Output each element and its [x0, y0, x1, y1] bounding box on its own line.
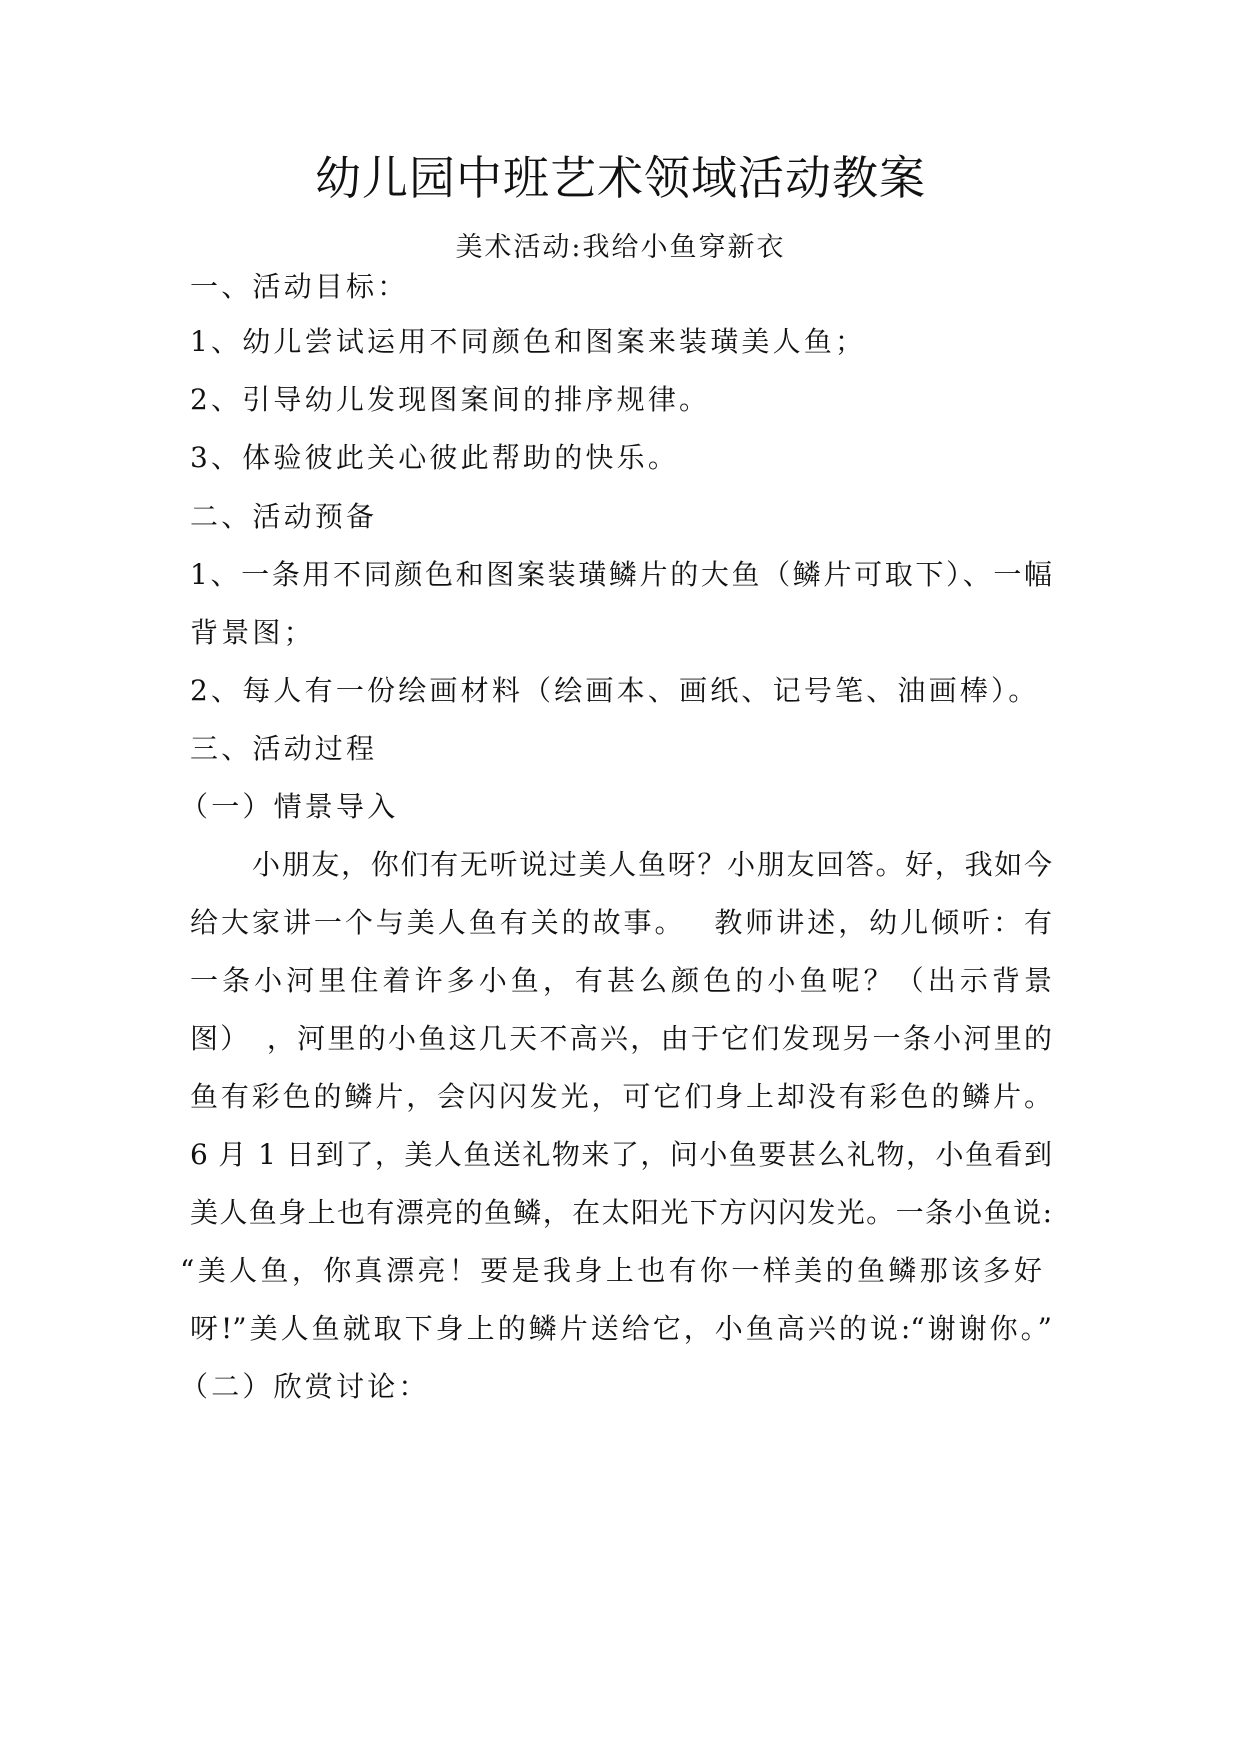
subsection-heading-intro: （一）情景导入 — [180, 790, 399, 823]
paragraph-line: 小朋友，你们有无听说过美人鱼呀？小朋友回答。好，我如今 — [252, 848, 1052, 881]
section-heading-process: 三、活动过程 — [190, 732, 378, 765]
paragraph-line: 鱼有彩色的鳞片，会闪闪发光，可它们身上却没有彩色的鳞片。 — [190, 1080, 1052, 1113]
preparation-item-1: 1、一条用不同颜色和图案装璜鳞片的大鱼（鳞片可取下）、一幅 — [190, 558, 1052, 591]
paragraph-line: “美人鱼，你真漂亮！要是我身上也有你一样美的鱼鳞那该多好 — [180, 1254, 1042, 1287]
paragraph-line: 6 月 1 日到了，美人鱼送礼物来了，问小鱼要甚么礼物，小鱼看到 — [190, 1138, 1052, 1171]
paragraph-line: 图） ，河里的小鱼这几天不高兴，由于它们发现另一条小河里的 — [190, 1022, 1052, 1055]
goal-item-1: 1、幼儿尝试运用不同颜色和图案来装璜美人鱼； — [190, 325, 867, 358]
paragraph-line: 一条小河里住着许多小鱼，有甚么颜色的小鱼呢？（出示背景 — [190, 964, 1052, 997]
document-title: 幼儿园中班艺术领域活动教案 — [315, 151, 926, 205]
document-subtitle: 美术活动:我给小鱼穿新衣 — [455, 232, 786, 263]
section-heading-preparation: 二、活动预备 — [190, 500, 378, 533]
paragraph-line: 给大家讲一个与美人鱼有关的故事。 教师讲述，幼儿倾听：有 — [190, 906, 1052, 939]
paragraph-line: 呀!”美人鱼就取下身上的鳞片送给它，小鱼高兴的说:“谢谢你。” — [190, 1312, 1052, 1345]
goal-item-2: 2、引导幼儿发现图案间的排序规律。 — [190, 383, 711, 416]
preparation-item-2: 2、每人有一份绘画材料（绘画本、画纸、记号笔、油画棒）。 — [190, 674, 1040, 707]
goal-item-3: 3、体验彼此关心彼此帮助的快乐。 — [190, 441, 680, 474]
preparation-item-1-continued: 背景图； — [190, 616, 315, 649]
section-heading-goals: 一、活动目标： — [190, 270, 409, 303]
paragraph-line: 美人鱼身上也有漂亮的鱼鳞，在太阳光下方闪闪发光。一条小鱼说: — [190, 1196, 1052, 1229]
subsection-heading-discussion: （二）欣赏讨论： — [180, 1370, 430, 1403]
